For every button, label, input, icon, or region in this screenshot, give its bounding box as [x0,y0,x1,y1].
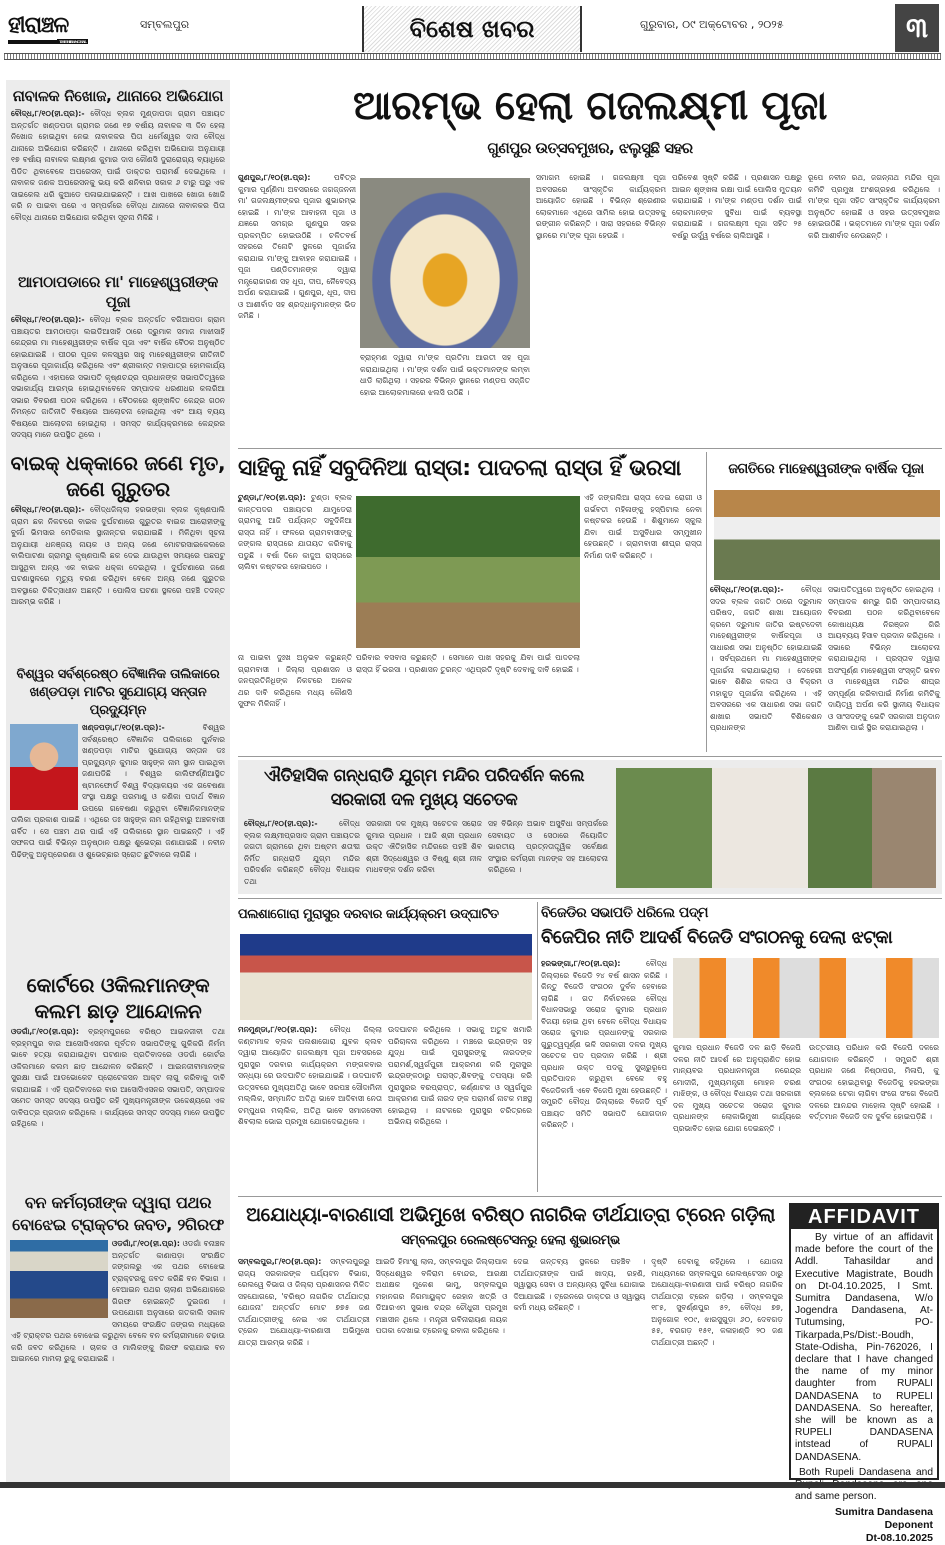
story-body: ଓଡଗାଁ,୮/୧୦(ହୀ.ପ୍ର): ଓଡଗାଁ ବନାଞ୍ଚଳ ଅନ୍ତର୍ଗତ କାଣାପଡ଼ା ସଂରକ୍ଷିତ ଜଙ୍ଗଲରୁ ଏକ ପଥର ବୋଝେଇ ଟ୍ରାକ୍ଟରକୁ ଜବତ କରିଛି ବନ ବିଭାଗ । ବେଆଇନ ପଥର ଚାଲାଣ ଅଭିଯୋଗରେ ଗିରଫ ହୋଇଛନ୍ତି ଦୁଇଜଣ । ଉପଯୋଗୀ ଅନୁସାରେ ଗତକାଲି ସକାଳ ସମୟରେ ସଂରକ୍ଷିତ ଜଙ୍ଗଲ ମଧ୍ୟରେ ଏହି ଟ୍ରାକ୍ଟର ପଥର ବୋଝେଇ କରୁଥିବା ବେଳେ ବନ କର୍ମଚାରୀମାନେ ଚଢାଉ କରି ଜବତ କରିଥିଲେ । ଚାଳକ ଓ ମାଲିକଙ୍କୁ ଗିରଫ କରାଯାଇ ବନ ଆଇନରେ ମାମଲା ରୁଜୁ କରାଯାଇଛି । [11,1239,225,1363]
story-body: ବ୍ରାହ୍ମଣ ଦ୍ୱାରା ମା'ଙ୍କ ପ୍ରତିମା ଆରତୀ ସହ ପୂଜା କରାଯାଇଥିଲା । ମା'ଙ୍କ ଦର୍ଶନ ପାଇଁ ଭକ୍ତମାନଙ୍କ ଲମ୍ବା ଧାଡି ଲାଗିଥିଲା । ସହରର ବିଭିନ୍ନ ସ୍ଥାନରେ ମଣ୍ଡପ ସଜ୍ଜିତ ହୋଇ ଆଲୋକମାଳାରେ ଝଲସି ଉଠିଛି । [360,353,530,397]
story-body: କୁମାର ପ୍ରଧାନ ବିଜେଡି ଦଳ ଛାଡ଼ି ବିଜେପି ଦଳର ନୀତି ଆଦର୍ଶ ରେ ଅନୁପ୍ରାଣିତ ହୋଇ ମାନ୍ୟବର ପ୍ରଧାନମନ୍ତ୍ରୀ ନରେନ୍ଦ୍ର ମୋଦୀଜି, ମୁଖ୍ୟମନ୍ତ୍ରୀ ମୋହନ ଚରଣ ମାଝିଙ୍କ, ଓ ବୌଦ୍ଧ ବିଧାୟକ ତଥା ସରକାରୀ ଦଳ ମୁଖ୍ୟ ସଚେତକ ସରୋଜ କୁମାର ପ୍ରଧାନଙ୍କ ଲୋକାଭିମୁଖୀ କାର୍ଯ୍ୟରେ ପ୍ରଭାବିତ ହୋଇ ଯୋଗ ଦେଇଛନ୍ତି । [673,1043,801,1133]
lead-subhead: ଗୁଣପୁର ଉତ୍ସବମୁଖର, ଝଲୁସୁଛି ସହର [487,139,693,157]
gathering-photo [714,490,940,580]
affidavit-body: By virtue of an affidavit made before the court of the Addl. Tahasildar and Executive Magistrate, Boudh on Dt-04.10.2025, I Smt. Sumitra Dandasena, W/o Jogendra Dandasena, At-Tutumsing, PO-Tikarpada,Ps/Dist:-Boudh, State-Odisha, Pin-762026, I declare that I have changed the name of my minor daughter from RUPALI DANDASENA to RUPELI DANDASENA. So hereafter, she will be known as a RUPELI DANDASENA intstead of RUPALI DANDASENA. [795,1232,933,1463]
left-column [6,80,230,1485]
murasur-story [238,902,534,1192]
story-bike-accident [6,448,230,660]
signature-name: Sumitra Dandasena [834,1506,933,1519]
road-story [238,452,704,752]
road-headline: ସାହିକୁ ନାହିଁ ସବୁଦିନିଆ ରାସ୍ତା: ପାଦଚଲା ରାସ୍ତା ହିଁ ଭରସା [238,456,681,481]
story-body: ମନମୁଣ୍ଡା,୮/୧୦(ହୀ.ପ୍ର): ବୌଦ୍ଧ ଜିଲ୍ଲା କଣ୍ଟାମାଳ ବ୍ଲକ ପଲଶାଗୋରା ଯୁବକ କ୍ଲବ ଦ୍ୱାରା ଆୟୋଜିତ ଗଜଲକ୍ଷ୍ମୀ ପୂଜା ଅବସରରେ ମୁରାସୁର ଦରବାର କାର୍ଯ୍ୟକ୍ରମ ମଙ୍ଗଳବାର ସନ୍ଧ୍ୟା ରେ ଉଦଘାଟିତ ହୋଇଯାଇଛି । ଉଦଘାଟନି ଉତ୍ସବରେ ମୁଖ୍ୟଅତିଥି ଭାବେ ସରପଞ୍ଚ ସୌଦାମିନୀ ମଲ୍ଲିକ, ସମ୍ମାନିତ ଅତିଥି ଭାବେ ଆଦିବାସୀ ନେତା ଚମ୍ପୁଧର ମଲ୍ଲିକ, ଅତିଥି ଭାବେ ସମାଜସେବୀ ଶିବଲାଲ ଭୋଇ ପ୍ରମୁଖ ଯୋଗଦେଇଥିଲେ । [238,1025,382,1126]
lead-story [238,80,942,445]
divider [238,756,942,757]
newspaper-logo: ହୀରାଞ୍ଚଳ THE HIRANCHAL [8,8,88,44]
story-body: ପରିବେଶ ସୃଷ୍ଟି କରିଛି । ପ୍ରଶାସନ ପକ୍ଷରୁ ଆଇନ ଶୃଙ୍ଖଳା ରକ୍ଷା ପାଇଁ ପୋଲିସ ମୁତୟନ କରାଯାଇଛି । ମା'ଙ୍କ ମଣ୍ଡପ ଦର୍ଶନ ପାଇଁ ଲୋକମାନଙ୍କ ସୁବିଧା ପାଇଁ ବ୍ୟବସ୍ଥା କରାଯାଇଛି । ଗଜଲକ୍ଷ୍ମୀ ପୂଜା ସହିତ ୨୫ ବର୍ଷରୁ ଉର୍ଦ୍ଧ୍ୱ ବର୍ଷରେ ଚାଲିଆସୁଛି । [672,173,802,240]
temple-story [238,760,942,894]
story-body: ଓଡଗାଁ,୮/୧୦(ହୀ.ପ୍ର): ବ୍ରହ୍ମପୁରରେ ବରିଷ୍ଠ ଆଇନଜୀବୀ ତଥା ବ୍ରହ୍ମପୁର ବାର ଆସୋସିଏସନର ପୂର୍ବତନ ସଭାପତିଙ୍କୁ ଗୁଳିକରି ନିର୍ମମ ଭାବେ ହତ୍ୟା କରାଯାଇଥିବା ଘଟଣାର ପ୍ରତିବାଦରେ ଓଡଗାଁ କୋର୍ଟର ଓକିଲମାନେ କଲମ ଛାଡ଼ ଆନ୍ଦୋଳନ କରିଛନ୍ତି । ଆଇନଜୀବୀମାନଙ୍କ ସୁରକ୍ଷା ପାଇଁ ଆଡଭୋକେଟ ପ୍ରୋଟେକସନ ଆକ୍ଟ ଲାଗୁ କରିବାକୁ ଦାବି କରାଯାଇଛି । ଏହି ପ୍ରତିବାଦରେ ବାର ଆସୋସିଏସନର ସଭାପତି, ସମ୍ପାଦକ ସମେତ ସମସ୍ତ ସଦସ୍ୟ ଉପସ୍ଥିତ ରହି ମୁଖ୍ୟମନ୍ତ୍ରୀଙ୍କ ଉଦ୍ଦେଶ୍ୟରେ ଏକ ଦାବିପତ୍ର ପ୍ରଦାନ କରିଥିଲେ । କାର୍ଯ୍ୟରେ ସମସ୍ତ ସଦସ୍ୟ ମାନେ ଉପସ୍ଥିତ ରହିଥିଲେ । [11,1027,225,1128]
masthead-divider [4,53,941,60]
bjd-kicker: ବିଜେଡିର ସଭାପତି ଧରିଲେ ପଦ୍ମ [541,905,708,921]
story-body: ବୌଦ୍ଧ,୮/୧୦(ହୀ.ପ୍ର):- ବୌଦ୍ଧ ବ୍ଲକ ମୁଣ୍ଡାପଡା ଗ୍ରାମ ପଞ୍ଚାୟତ ଅନ୍ତର୍ଗତ ଖଣ୍ଡପଡା ଗ୍ରାମର ଜଣେ ୧୭ ବର୍ଷୀୟ ନାବାଳକ ୩ ଦିନ ହେଲା ନିଖୋଜ ହୋଇଥିବା ନେଇ ନାବାଳକର ପିତା ଧର୍ମେଶ୍ୱର ଦାସ ବୌଦ୍ଧ ଥାନାରେ ଅଭିଯୋଗ କରିଛନ୍ତି । ଥାନାରେ କରିଥିବା ଅଭିଯୋଗ ଅନୁଯାୟୀ ୧୭ ବର୍ଷୀୟ ନାବାଳକ ଲକ୍ଷ୍ମଣ କୁମାର ଦାସ କୌଣସି ଦୁରାରୋଗ୍ୟ ବ୍ୟାଧିରେ ପିଡିତ ଥିବାବେଳେ ଅପରେସନ୍ ପାଇଁ ଡାକ୍ତର ପରାମର୍ଶ ଦେଇଥିଲେ । ନାବାଳକ ଜଣକ ଅପରେସନକୁ ଭୟ କରି ଶନିବାର ସକାଳ ୬ ଟାରୁ ଘରୁ ଏକ ସାଇକେଲ ଧରି କୁଆଡେ ପଳାଇଯାଇଛନ୍ତି । ଆଖ ପାଖରେ ଖୋଜା ଖୋଜି କରି ନ ପାଇବା ପରେ ଏ ସମ୍ପର୍କରେ ବୌଦ୍ଧ ଥାନାରେ ନାବାଳକର ପିତା ବୌଦ୍ଧ ଥାନାରେ ଅଭିଯୋଗ କରିଥିବା ସୂଚନା ମିଳିଛି । [11,109,225,222]
story-body: ରୂପେ ନବୀନ ରଥ, ଜଗନ୍ନାଥ ମନ୍ଦିର ପୂଜା କମିଟି ପ୍ରମୁଖ ଅଂଶଗ୍ରହଣ କରିଥିଲେ । ମା'ଙ୍କ ପୂଜା ସହିତ ସାଂସ୍କୃତିକ କାର୍ଯ୍ୟକ୍ରମ ଅନୁଷ୍ଠିତ ହୋଇଛି ଓ ସହର ଉତ୍ସବମୁଖର ହୋଇଉଠିଛି । ଭକ୍ତମାନେ ମା'ଙ୍କ ପୂଜା ଦର୍ଶନ କରି ଆଶୀର୍ବାଦ ନେଉଛନ୍ତି । [808,173,940,240]
affidavit-body-2: Both Rupeli Dandasena and and same person. [795,1466,933,1503]
headline: ଆମଠାପଡାରେ ମା' ମାହେଶ୍ୱରୀଙ୍କ ପୂଜା [18,273,218,311]
bjd-joining-photo [673,958,939,1038]
story-missing-minor [6,84,230,268]
story-body: ବୌଦ୍ଧ,୮/୧୦(ହୀ.ପ୍ର):- ବୌଦ୍ଧ ବ୍ଲକ ଅନ୍ତର୍ଗତ ବଗିଆପଡା ଗ୍ରାମ ପଞ୍ଚାୟତର ଆମଠାପଡ଼ା ଲଇଡିଆସାହି ଠାରେ ଦ୍ରୁମାଳ ସମାଜ ମାଝୀସାହି କେନ୍ଦ୍ରର ମା ମାହେଶ୍ୱରୀଙ୍କ ବାର୍ଷିକ ପୂଜା ଏବଂ ବାର୍ଷିକ ବୈଠକ ଅନୁଷ୍ଠିତ ହୋଇଯାଇଛି । ପୀଠର ପୂଜକ କଳସ୍ୱର ସାହୁ ମାହେଶ୍ୱରୀଙ୍କ ରୀତିନୀତି ଅନୁସାରେ ପୂଜାକାର୍ଯ୍ୟ କରିଥିଲେ ଏବଂ ଶ୍ରୀକାନ୍ତ ମହାପାତ୍ର ହୋମକାର୍ଯ୍ୟ କରିଥିଲେ । ଏହାପରେ ସଭାପତି କୃଷ୍ଣଚନ୍ଦ୍ର ପ୍ରଧାନଙ୍କ ସଭାପତିତ୍ୱରେ ସଭାକାର୍ଯ୍ୟ ଆରମ୍ଭ ହୋଇଥିବାବେଳେ ସମ୍ପାଦକ ଧରଣୀଧର କଲରିଆ ସଭାର ବିବରଣୀ ପଠନ କରିଥିଲେ । ବୈଠକରେ ଶୃଙ୍ଖଳିତ କେନ୍ଦ୍ର ଗଠନ ନିମନ୍ତେ ଜାତିନୀତି ବିଷୟରେ ଆଲୋଚନା ହୋଇଥିଲା ଏବଂ ଆୟ ବ୍ୟୟ ବିଷୟରେ ଆଲୋଚନା ହୋଇଥିଲା । ସମସ୍ତ କାର୍ଯ୍ୟକ୍ରମରେ କେନ୍ଦ୍ରର ସଦସ୍ୟ ମାନେ ଉପସ୍ଥିତ ଥିଲେ । [11,315,226,439]
train-headline: ଅଯୋଧ୍ୟା-ବାରଣାସୀ ଅଭିମୁଖେ ବରିଷ୍ଠ ନାଗରିକ ତୀର୍ଥଯାତ୍ରା ଟ୍ରେନ ଗଡ଼ିଲା [246,1204,775,1226]
footer-rule [0,1482,945,1488]
story-body: ସହ ବିଭିନ୍ନ ଅଭାବ ଅସୁବିଧା ସମ୍ପର୍କରେ ସେବାୟତ ଓ ସେଠାରେ ନିୟୋଜିତ ଭାରତୀୟ ପ୍ରତ୍ନତାତ୍ତ୍ୱିକ ସର୍ବେକ୍ଷଣ ସଂସ୍ଥାର କର୍ମଚାରୀ ମାନଙ୍କ ସହ ଆଲୋଚନା କରିଥିଲେ । [488,819,608,874]
masthead [0,0,945,58]
headline: କୋର୍ଟରେ ଓକିଲମାନଙ୍କ କଲମ ଛାଡ଼ ଆନ୍ଦୋଳନ [26,973,210,1023]
divider [537,902,538,1192]
bjd-story [541,902,942,1192]
murasur-headline: ପଲଶାଗୋରା ମୁରାସୁର ଦରବାର କାର୍ଯ୍ୟକ୍ରମ ଉଦ୍‌ଘାଟିତ [238,907,499,922]
headline: ବନ କର୍ମଚାରୀଙ୍କ ଦ୍ୱାରା ପଥର ବୋଝେଇ ଟ୍ରାକ୍ଟର ଜବତ, ୨ଗିରଫ [12,1193,224,1234]
story-body: ଟୁଣ୍ଡା,୮/୧୦(ହୀ.ପ୍ର): ଟୁଣ୍ଡା ବ୍ଲକ କାନ୍ତପଦର ପଞ୍ଚାୟତର ଯାମୁଡେରା ଗ୍ରାମକୁ ଆଜି ପର୍ଯ୍ୟନ୍ତ ସବୁଦିନିଆ ରାସ୍ତା ନାହିଁ । ଫଳରେ ଗ୍ରାମବାସୀଙ୍କୁ ଜଙ୍ଗଲ ରାସ୍ତାରେ ଯାତାୟତ କରିବାକୁ ପଡୁଛି । ବର୍ଷା ଦିନେ କାଦୁଅ ରାସ୍ତାରେ ଚାଲିବା କଷ୍ଟକର ହୋଇପଡେ । [238,493,352,571]
section-title: ବିଶେଷ ଖବର [362,6,582,52]
story-body: ବୌଦ୍ଧ,୮/୧୦(ହୀ.ପ୍ର):- ବୌଦ୍ଧ ବ୍ଲକ ଲକ୍ଷ୍ମୀପ୍ରସାଦ ଗ୍ରାମ ପଞ୍ଚାୟତର ଜଗତୀ ଗ୍ରାମରେ ଥିବା ଅଷ୍ଟମ ଶତାବ୍ଦୀ ନିର୍ମିତ ଗନ୍ଧରାଡି ଯୁଗ୍ମ ମନ୍ଦିର ପରିଦର୍ଶନ କରିଛନ୍ତି ବୌଦ୍ଧ ବିଧାୟକ ତଥା [244,819,360,886]
story-body: ସରକାରୀ ଦଳ ମୁଖ୍ୟ ସଚେତକ ସରୋଜ କୁମାର ପ୍ରଧାନ । ଆଜି ଶ୍ରୀ ପ୍ରଧାନ ଉକ୍ତ ଐତିହାସିକ ମନ୍ଦିରରେ ପହଞ୍ଚି ଶିବ ଶ୍ରୀ ସିଦ୍ଧେଶ୍ୱର ଓ ବିଷ୍ଣୁ ଶ୍ରୀ ନୀଳ ମାଧବଙ୍କ ଦର୍ଶନ କରିବା [366,819,482,874]
gajalaxmi-idol-photo [360,178,530,348]
headline: ନାବାଳକ ନିଖୋଜ, ଥାନାରେ ଅଭିଯୋଗ [12,87,224,105]
divider [706,452,707,752]
story-amathapada-puja [6,270,230,446]
affidavit-notice [789,1203,939,1545]
story-body: ପରିବାର ବସବାସ କରୁଛନ୍ତି । ସେମାନେ ପାଖ ସହରକୁ ଯିବା ପାଇଁ ପାଦଚଲା ରାସ୍ତା ହିଁ ଭରସା । ପ୍ରଶାସନ ତୁରନ୍ତ ଏଥିପ୍ରତି ଦୃଷ୍ଟି ଦେବାକୁ ଦାବି ହୋଇଛି । [356,653,580,674]
story-body: ବୌଦ୍ଧ,୮/୧୦(ହୀ.ପ୍ର):- ବୌଦ୍ଧଜିଲ୍ଲା ହରଭଙ୍ଗା ବ୍ଲକ କୃଷ୍ଣପାଲି ଗ୍ରାମ ଛକ ନିକଟରେ ବାଇକ ଦୁର୍ଘଟଣାରେ ଗୁରୁତର ବାଇକ ଆରୋହୀଙ୍କୁ ବୁର୍ଲା ଭିମସାର ମେଡିକାଲ ସ୍ଥାନାନ୍ତର କରାଯାଇଛି । ମିଳିଥିବା ସୂଚନା ଅନୁଯାୟୀ ଧନଞ୍ଜୟ ନାୟକ ଓ ଅନ୍ୟ ଜଣେ ମୋଟରସାଇକେଲରେ ବାଲିପାଟଣା ଗ୍ରାମରୁ କୃଷ୍ଣପାଲି ଛକ ଦେଇ ଯାଉଥିବା ସମୟରେ ପଛପଟୁ ଆସୁଥିବା ଅନ୍ୟ ଏକ ବାଇକ ଧକ୍କା ଦେଇଥିଲା । ଦୁର୍ଘଟଣାରେ ଜଣେ ଘଟଣାସ୍ଥଳରେ ମୃତ୍ୟୁ ବରଣ କରିଥିବା ବେଳେ ଅନ୍ୟ ଜଣେ ଗୁରୁତର ଅବସ୍ଥାରେ ଚିକିତ୍ସାଧୀନ ଅଛନ୍ତି । ପୋଲିସ ଘଟଣା ସ୍ଥଳରେ ପହଞ୍ଚି ତଦନ୍ତ ଆରମ୍ଭ କରିଛି । [11,505,225,606]
story-scientist [6,664,230,964]
lead-headline: ଆରମ୍ଭ ହେଲା ଗଜଲକ୍ଷ୍ମୀ ପୂଜା [353,83,827,129]
temple-headline: ଐତିହାସିକ ଗନ୍ଧରାଡି ଯୁଗ୍ମ ମନ୍ଦିର ପରିଦର୍ଶନ କଲେ ସରକାରୀ ଦଳ ମୁଖ୍ୟ ସଚେତକ [264,766,584,810]
scientist-photo [10,724,78,810]
train-subhead: ସମ୍ବଲପୁର ରେଲଷ୍ଟେସନରୁ ହେଲା ଶୁଭାରମ୍ଭ [401,1233,620,1248]
page-number: ୩ [895,4,939,52]
headline: ବିଶ୍ୱର ସର୍ବଶ୍ରେଷ୍ଠ ବୈଜ୍ଞାନିକ ତାଲିକାରେ ଖଣ୍ଡପଡ଼ା ମାଟିର ସୁଯୋଗ୍ୟ ସନ୍ତାନ ପ୍ରଦ୍ୟୁମ୍ନ [16,667,220,718]
headline: ବାଇକ୍ ଧକ୍କାରେ ଜଣେ ମୃତ, ଜଣେ ଗୁରୁତର [10,451,226,501]
story-body: ଉତ୍ତରୀୟ ପରିଧାନ କରି ବିଜେପି ଦଳରେ ଯୋଗଦାନ କରିଛନ୍ତି । ସମ୍ପ୍ରତି ଶ୍ରୀ ପ୍ରଧାନ ଜଣେ ନିଷ୍ଠାପର, ମିଳାପି, କୁ ସଂଗଠକ ହୋଇଥିବାରୁ ବିଜେଡିକୁ ହରଭଙ୍ଗା ବ୍ଲକରେ ଟେକା ଲାଗିବା ସଂଗେ ସଂଗେ ବିଜେପି ଦଳରେ ଆନନ୍ଦର ମାହୋଲ ସୃଷ୍ଟି ହୋଇଛି । ବର୍ତ୍ତମାନ ବିଜେଡି ଦଳ ଦୁର୍ବଳ ହୋଇପଡ଼ିଛି । [809,1043,939,1121]
murasur-stage-photo [240,934,532,1020]
signature-date: Dt-08.10.2025 [865,1532,933,1545]
divider [238,1196,942,1197]
forest-path-photo [356,496,580,648]
story-body: ବୌଦ୍ଧ,୮/୧୦(ହୀ.ପ୍ର):- ବୌଦ୍ଧ ସଦର ବ୍ଲକ ଜଗତି ଠାରେ ଦ୍ରୁମାଳ ପରିଷଦ, ଜଗତି ଶାଖା ଆୟୋଜନ କ୍ରମେ ଦ୍ରୁମାଳ ଜାତିର ଇଷ୍ଟଦେବୀ ମାହେଶ୍ୱରୀଙ୍କ ବାର୍ଷିକପୂଜା ଓ ସାଧାରଣ ସଭା ଅନୁଷ୍ଠିତ ହୋଇଯାଇଛି । ସର୍ବପ୍ରଥମେ ମା ମାହେଶ୍ୱରୀଙ୍କ ପୂଜାର୍ଚ୍ଚନା କରାଯାଇଥିଲା । ଦେହେରୀ ଭାବେ ଶିଶିର କଲତା ଓ ବିକ୍ରମ ମହାକୁଡ଼ ପୂଜାର୍ଚ୍ଚନା କରିଥିଲେ । ଏହି ଅବସରରେ ଏକ ସାଧାରଣ ସଭା ଜଗତି ଶାଖାର ସଭାପତି ବିଶିକେଶନ ପ୍ରଧାନଙ୍କ [710,585,822,732]
issue-date: ଗୁରୁବାର, ୦୯ ଅକ୍ଟୋବର , ୨୦୨୫ [640,18,784,31]
story-body: ସଭାପତିତ୍ୱରେ ଅନୁଷ୍ଠିତ ହୋଇଥିଲା । ସମ୍ପାଦକ ଶମ୍ଭୁ ଗିରି ସମ୍ପାଦକୀୟ ବିବରଣୀ ପଠନ କରିଥିବାବେଳେ କୋଷାଧ୍ୟକ୍ଷ ନିରଞ୍ଜନ ଗିରି ଆୟବ୍ୟୟ ହିସାବ ପ୍ରଦାନ କରିଥିଲେ । ସଭାରେ ବିଭିନ୍ନ ଆଲୋଚନା କରାଯାଇଥିଲା । ପ୍ରସ୍ତାବ ଦ୍ୱାରା ଅସଂପୂର୍ଣ୍ଣ ମାହେଶ୍ୱରୀ ସଂସ୍କୃତି ଭବନ ଓ ମାହେଶ୍ୱରୀ ମନ୍ଦିର ଶୀଘ୍ର ସମ୍ପୂର୍ଣ୍ଣ କରିବାପାଇଁ ନିର୍ମାଣ କମିଟିକୁ ଦାୟିତ୍ୱ ଅର୍ପଣ କରି ସ୍ଥାନୀୟ ବିଧାୟକ ଓ ସାଂସଦଙ୍କୁ ଭେଟି ସରକାରୀ ଅନୁଦାନ ଆଣିବା ପାଇଁ ସ୍ଥିର କରାଯାଇଥିଲା । [828,585,940,732]
divider [238,898,942,899]
signature-role: Deponent [884,1519,933,1532]
story-body: ସମ୍ବଲପୁର,୮/୧୦(ହୀ.ପ୍ର): ସମ୍ବଲପୁରରୁ ରାଜ୍ୟ ସରକାରଙ୍କ ପର୍ଯ୍ୟଟନ ବିଭାଗ, ରେଲୱେ ବିଭାଗ ଓ ଜିଲ୍ଲା ପ୍ରଶାସନର ମିଳିତ ସହଯୋଗରେ, 'ବରିଷ୍ଠ ନାଗରିକ ତୀର୍ଥଯାତ୍ରା ଯୋଜନା' ଅନ୍ତର୍ଗତ ମୋଟ ୭୭୫ ଜଣ ତୀର୍ଥଯାତ୍ରୀଙ୍କୁ ନେଇ ଏକ ତୀର୍ଥଯାତ୍ରୀ ଟ୍ରେନ ଅଯୋଧ୍ୟା-ବାରଣାସୀ ଅଭିମୁଖେ ଯାତ୍ରା ଆରମ୍ଭ କରିଛି । [238,1257,370,1347]
story-body: ଆଇଡି ହିମାଂଶୁ ଲାଲ, ସମ୍ବଲପୁର ଜିଲ୍ଲାପାଳ ସିଦ୍ଧେଶ୍ୱର ବଳିରାମ ବୋନ୍ଦର, ଆରକ୍ଷୀ ଅଧୀକ୍ଷକ ମୁକେଶ ଭାମୁ, ସମ୍ବଲପୁର ମହାନଗର ନିଗମାୟୁକ୍ତ ରେହାନ ଖତ୍ରି ଓ ଡିଆରଏମ ସୁଭାଷ ଚନ୍ଦ୍ର ଚୌଧୁରୀ ପ୍ରମୁଖ ମଞ୍ଚାସୀନ ଥିଲେ । ମନ୍ତ୍ରୀ ରବିନାରାୟଣ ନାୟକ ପତାକା ଦେଖାଇ ଟ୍ରେନକୁ ରବାନା କରିଥିଲେ । [375,1257,508,1335]
story-body: ନା ପାଇବା ଦୁଃଖ ଅନୁଭବ କରୁଛନ୍ତି ଗ୍ରାମବାସୀ । ଜିଲ୍ଲା ପ୍ରଶାସନ ଓ ଜନପ୍ରତିନିଧିଙ୍କ ନିକଟରେ ଅନେକ ଥର ଦାବି କରିଥିଲେ ମଧ୍ୟ କୌଣସି ସୁଫଳ ମିଳିନାହିଁ । [238,653,352,708]
tractor-photo [10,1240,108,1318]
story-body: ଉଦଘାଟନ କରିଥିଲେ । ସଭାକୁ ଅତୁଳ ଖମାରି ପରିଚାଳନା କରିଥିଲେ । ମଞ୍ଚରେ ଇନ୍ଦ୍ରଙ୍କ ସହ ଯୁଦ୍ଧ ପାଇଁ ମୁରାସୁରଙ୍କୁ ନାରଦଙ୍କ ପରାମର୍ଶ,ସ୍ୱର୍ଗପୁରୀ ଆକ୍ରମଣ କରି ମୁରାସୁର ଇନ୍ଦ୍ରଙ୍କଠାରୁ ପରାସ୍ତ,ଶିବଙ୍କୁ ତପସ୍ୟା କରି ମୁରାସୁରର ବରପ୍ରାପ୍ତ, କର୍ଣ୍ଣାଟକ ଓ ସ୍ୱର୍ଗପୁର ଆକ୍ରମଣ ପାଇଁ ନାରଦ ଙ୍କ ପରାମର୍ଶ ନାଟକ ମଞ୍ଚସ୍ଥ ହୋଇଥିଲା । ନାଟକରେ ମୁରାସୁର ଚରିତ୍ରରେ ଅଭିନୟ କରିଥିଲେ । [388,1025,532,1126]
story-body: ଖଣ୍ଡପଡ଼ା,୮/୧୦(ହୀ.ପ୍ର):- ବିଶ୍ୱର ସର୍ବଶ୍ରେଷ୍ଠ ବୈଜ୍ଞାନିକ ତାଲିକାରେ ପୁର୍ନବାର ଖଣ୍ଡପଡ଼ା ମାଟିର ସୁଯୋଗ୍ୟ ସନ୍ତାନ ଡଃ ପ୍ରଦ୍ୟୁମ୍ନ କୁମାର ସାହୁଙ୍କ ନାମ ସ୍ଥାନ ପାଇଥିବା ଜଣାପଡିଛି । ବିଶ୍ୱର କାଲିଫର୍ଣ୍ଣିଆସ୍ଥିତ ଷ୍ଟାନଫୋର୍ଡ ବିଶ୍ୱ ବିଦ୍ୟାଳୟର ଏକ ଗବେଷଣା ସଂସ୍ଥା ପକ୍ଷରୁ ପରମାଣୁ ଓ କଣିକା ପଦାର୍ଥ ବିଜ୍ଞାନ ଉପରେ ଗବେଷଣା କରୁଥିବା ବୈଜ୍ଞାନିକମାନଙ୍କ ତାଲିକା ପ୍ରକାଶ ପାଇଛି । ଏଥିରେ ଡଃ ସାହୁଙ୍କ ନାମ ରହିଥିବାରୁ ଅଞ୍ଚଳବାସୀ ଗର୍ବିତ । ସେ ପଞ୍ଚମ ଥର ପାଇଁ ଏହି ତାଲିକାରେ ସ୍ଥାନ ପାଇଛନ୍ତି । ଏହି ସଫଳତା ପାଇଁ ବିଭିନ୍ନ ଅନୁଷ୍ଠାନ ପକ୍ଷରୁ ଶୁଭେଚ୍ଛା ଜଣାଯାଇଛି । ନବୀନ ପିଢିଙ୍କୁ ଅନୁପ୍ରେରଣା ଓ ଶୁଭେଚ୍ଛାର ସ୍ରୋତ ଛୁଟିବାରେ ଲାଗିଛି । [11,723,225,859]
maheswari-headline: ଜଗତିରେ ମାହେଶ୍ୱରୀଙ୍କ ବାର୍ଷିକ ପୂଜା [728,461,924,477]
story-body: ହରଭଙ୍ଗା,୮/୧୦(ହୀ.ପ୍ର): ବୌଦ୍ଧ ଜିଲ୍ଲାରେ ବିଜେଡି ୨୪ ବର୍ଷ ଶାସନ କରିଛି । କିନ୍ତୁ ବିଜେଡି ସଂଗଠନ ଦୁର୍ବଳ ହେବାରେ ଲାଗିଛି । ଗତ ନିର୍ବାଚନରେ ବୌଦ୍ଧ ବିଧାନସଭାରୁ ସରୋଜ କୁମାର ପ୍ରଧାନ ବିଜୟୀ ହୋଇ ଥିବା ବେଳେ ବୌଦ୍ଧ ବିଧାୟକ ସରୋଜ କୁମାର ପ୍ରଧାନଙ୍କୁ ସରକାର ଗୁରୁତ୍ୱପୂର୍ଣ୍ଣ ଭଳି ସରକାରୀ ଦଳର ମୁଖ୍ୟ ସଚେତକ ପଦ ପ୍ରଦାନ କରିଛି । ଶ୍ରୀ ପ୍ରଧାନ ଉକ୍ତ ପଦକୁ ସୁଚାରୁରୂପେ ପ୍ରତିପାଦନ କରୁଥିବା ବେଳେ ବହୁ ବିଜେଡିକର୍ମୀ ଏବେ ବିଜେପି ମୁଖା ହେଉଛନ୍ତି । ସମ୍ପ୍ରତି ବୌଦ୍ଧ ଜିଲ୍ଲାରେ ବିଜେଡି ପୂର୍ବ ପଞ୍ଚାୟତ ସମିତି ସଭାପତି ଯୋଗଦାନ କରିଛନ୍ତି । [541,959,667,1129]
story-body: ଗୁଣପୁର,୮/୧୦(ହୀ.ପ୍ର): ପବିତ୍ର କୁମାର ପୂର୍ଣ୍ଣିମା ଅବସରରେ ଜଗଜ୍ଜନନୀ ମା' ଗଜଲକ୍ଷ୍ମୀଙ୍କର ପୂଜାର ଶୁଭାରମ୍ଭ ହୋଇଛି । ମା'ଙ୍କ ଆବାହନୀ ପୂଜା ଓ ଯଜ୍ଞରେ ସମଗ୍ର ଗୁଣପୁର ସହର ପ୍ରକମ୍ପିତ ହୋଇଉଠିଛି । ଚଳିତବର୍ଷ ସହରରେ ତିନୋଟି ସ୍ଥଳରେ ପୂଜାର୍ଚ୍ଚନା କରାଯାଇ ମା'ଙ୍କୁ ଆବାହନ କରାଯାଇଛି । ପୂଜା ପଣ୍ଡିତମାନଙ୍କ ଦ୍ୱାରା ମନ୍ତ୍ରୋଚ୍ଚାରଣ ସହ ଧୂପ, ଦୀପ, ନୈବେଦ୍ୟ ଅର୍ପଣ କରାଯାଇଛି । ଗୁଣପୁର, ଧୂପ, ଦୀପ ଓ ଆଶୀର୍ବାଦ ସହ ଶ୍ରଦ୍ଧାଳୁମାନଙ୍କ ଭିଡ ଜମିଛି । [238,173,356,320]
edition-city: ସମ୍ବଲପୁର [140,18,190,31]
story-body: ଏହି ଜଙ୍ଗଲିଆ ରାସ୍ତା ଦେଇ ରୋଗୀ ଓ ଗର୍ଭବତୀ ମହିଳାଙ୍କୁ ହସ୍ପିଟାଲ ନେବା କଷ୍ଟକର ହେଉଛି । ଶିଶୁମାନେ ସ୍କୁଲ ଯିବା ପାଇଁ ଅସୁବିଧାର ସମ୍ମୁଖୀନ ହେଉଛନ୍ତି । ଗ୍ରାମବାସୀ ଶୀଘ୍ର ରାସ୍ତା ନିର୍ମାଣ ଦାବି କରିଛନ୍ତି । [584,493,702,560]
story-body: ଦୃଷ୍ଟି ଦେବାକୁ କହିଥିଲେ । ଯୋଜନା ମାଧ୍ୟମରେ ସମ୍ବଲପୁର ରେଲଷ୍ଟେସନ ଠାରୁ ଅଯୋଧ୍ୟା-ବାରଣାସୀ ପାଇଁ ବରିଷ୍ଠ ନାଗରିକ ତୀର୍ଥଯାତ୍ରା ଟ୍ରେନ ଗଡ଼ିଲା । ସମ୍ବଲପୁର ୧୮୫, ସୁବର୍ଣ୍ଣପୁର ୫୨, ବୌଦ୍ଧ ୭୭, ଅନୁଗୋଳ ୧୦୯, ଝାରସୁଗୁଡ଼ା ୬୦, ଦେବଗଡ଼ ୫୫, ବରଗଡ଼ ୧୫୧, କଳାହାଣ୍ଡି ୨୦ ଜଣ ତୀର୍ଥଯାତ୍ରୀ ଅଛନ୍ତି । [651,1257,783,1347]
train-story [238,1200,783,1482]
temple-visit-photo [616,768,936,888]
story-body: ସମାଗମ ହୋଇଛି । ଗଜଲକ୍ଷ୍ମୀ ପୂଜା ଅବସରରେ ସାଂସ୍କୃତିକ କାର୍ଯ୍ୟକ୍ରମ ଆୟୋଜିତ ହୋଇଛି । ବିଭିନ୍ନ ଶ୍ରେଣୀର ଲୋକମାନେ ଏଥିରେ ସାମିଲ ହୋଇ ଉତ୍ସବକୁ ରଙ୍ଗୀନ କରିଛନ୍ତି । ସାରା ସହରରେ ବିଭିନ୍ନ ସ୍ଥାନରେ ମା'ଙ୍କ ପୂଜା ହେଉଛି । [536,173,666,240]
story-tractor-seized [6,1190,230,1482]
story-lawyers-protest [6,970,230,1180]
story-body: ଦେଇ ଗନ୍ତବ୍ୟ ସ୍ଥଳରେ ପହଞ୍ଚିବ । ତୀର୍ଥଯାତ୍ରୀଙ୍କ ପାଇଁ ଖାଦ୍ୟ, ରହଣି, ସ୍ୱାସ୍ଥ୍ୟ ସେବା ଓ ଅନ୍ୟାନ୍ୟ ସୁବିଧା ଯୋଗାଇ ଦିଆଯାଇଛି । ଟ୍ରେନରେ ଡାକ୍ତର ଓ ସ୍ୱାସ୍ଥ୍ୟ କର୍ମୀ ମଧ୍ୟ ରହିଛନ୍ତି । [513,1257,646,1312]
maheswari-story [710,452,942,752]
divider [238,448,942,449]
affidavit-title: AFFIDAVIT [791,1205,937,1229]
bjd-headline: ବିଜେପିର ନୀତି ଆଦର୍ଶ ବିଜେଡି ସଂଗଠନକୁ ଦେଲା ଝଟ୍‌କା [541,927,893,948]
